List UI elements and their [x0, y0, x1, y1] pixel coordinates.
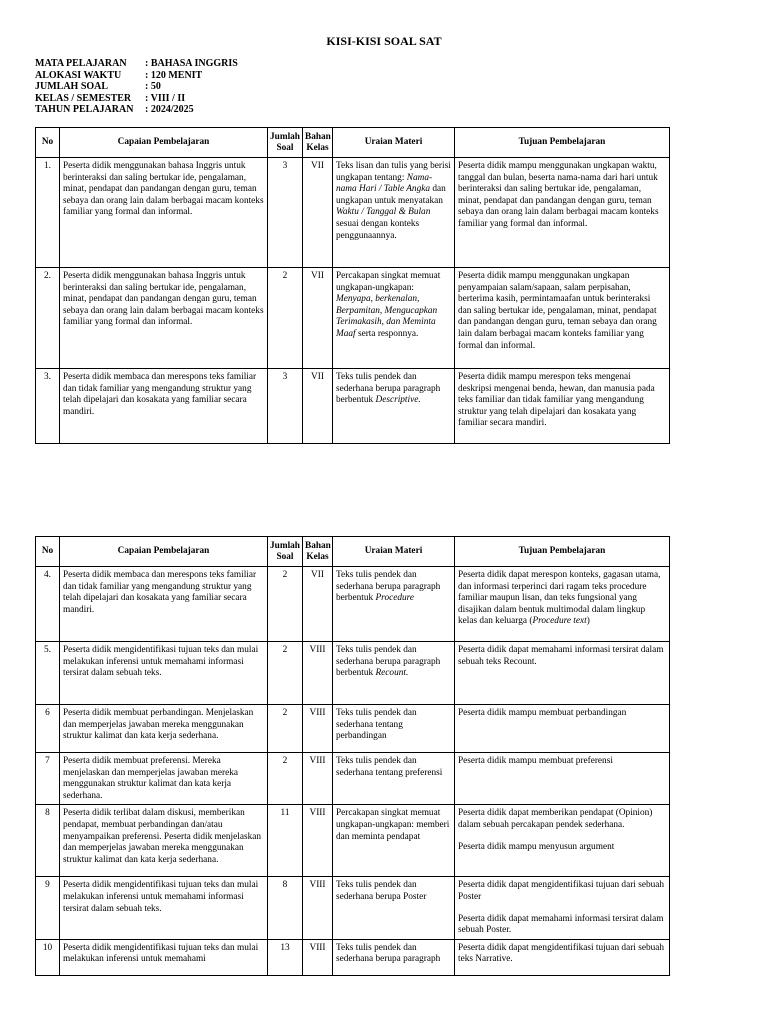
uraian-italic: Waktu / Tanggal & Bulan — [336, 207, 431, 218]
meta-row-count — [35, 81, 238, 93]
tujuan-text: Peserta didik dapat mengidentifikasi tujuan dari sebuah Poster — [458, 880, 665, 902]
cell-jumlah: 2 — [268, 753, 303, 805]
cell-kelas: VIII — [303, 753, 333, 805]
table-row — [36, 805, 670, 877]
uraian-text: serta responnya. — [355, 328, 419, 339]
meta-row-time — [35, 70, 238, 82]
cell-tujuan — [455, 877, 670, 939]
cell-uraian: Percakapan singkat memuat ungkapan-ungkapan: memberi dan meminta pendapat — [333, 805, 455, 877]
cell-uraian — [333, 567, 455, 642]
header-uraian: Uraian Materi — [333, 537, 455, 567]
cell-no: 6 — [36, 705, 60, 753]
cell-uraian: Teks tulis pendek dan sederhana berupa paragraph — [333, 939, 455, 975]
cell-tujuan: Peserta didik mampu merespon teks mengenai deskripsi mengenai benda, hewan, dan manusia pada teks familiar dan tidak familiar yang mengandung struktur yang telah dipelajari dan kosakata yang familiar secara mandiri. — [455, 369, 670, 444]
cell-capaian: Peserta didik menggunakan bahasa Inggris untuk berinteraksi dan saling bertukar ide, pengalaman, minat, pendapat dan pandangan dengan guru, teman sebaya dan orang lain dalam berbagai macam konteks familiar yang formal dan informal. — [60, 268, 268, 369]
meta-row-subject — [35, 58, 238, 70]
table-row — [36, 369, 670, 444]
header-jumlah-line1: Jumlah — [270, 131, 300, 142]
meta-value: : 50 — [145, 81, 161, 92]
header-bahan-line2: Kelas — [306, 551, 329, 562]
cell-capaian: Peserta didik membaca dan merespons teks familiar dan tidak familiar yang mengandung struktur yang telah dipelajari dan kosakata yang familiar secara mandiri. — [60, 369, 268, 444]
cell-uraian — [333, 642, 455, 705]
cell-capaian: Peserta didik membuat perbandingan. Menjelaskan dan memperjelas jawaban mereka menggunakan struktur kalimat dan kata kerja sederhana. — [60, 705, 268, 753]
grid-table-2 — [35, 536, 670, 976]
meta-value: : VIII / II — [145, 92, 186, 104]
cell-tujuan — [455, 805, 670, 877]
cell-tujuan: Peserta didik dapat mengidentifikasi tujuan dari sebuah teks Narrative. — [455, 939, 670, 975]
header-uraian: Uraian Materi — [333, 128, 455, 158]
cell-jumlah: 2 — [268, 268, 303, 369]
grid-table-1 — [35, 127, 670, 444]
cell-jumlah: 2 — [268, 567, 303, 642]
cell-capaian: Peserta didik mengidentifikasi tujuan teks dan mulai melakukan inferensi untuk memahami — [60, 939, 268, 975]
cell-kelas: VIII — [303, 642, 333, 705]
cell-tujuan: Peserta didik mampu membuat preferensi — [455, 753, 670, 805]
table-header-row — [36, 537, 670, 567]
cell-kelas: VIII — [303, 805, 333, 877]
cell-tujuan: Peserta didik mampu membuat perbandingan — [455, 705, 670, 753]
cell-jumlah: 3 — [268, 158, 303, 268]
table-row — [36, 567, 670, 642]
tujuan-text: Peserta didik dapat merespon konteks, gagasan utama, dan informasi terperinci dari ragam teks procedure familiar maupun lisan, dan teks fungsional yang disajikan dalam bentuk multimodal dalam lingkup kelas dan keluarga ( — [458, 570, 661, 627]
header-jumlah-line2: Soal — [276, 142, 294, 153]
cell-tujuan: Peserta didik dapat memahami informasi tersirat dalam sebuah teks Recount. — [455, 642, 670, 705]
header-bahan-line1: Bahan — [305, 131, 331, 142]
tujuan-text: Peserta didik dapat memberikan pendapat (Opinion) dalam sebuah percakapan pendek sederhana. — [458, 808, 653, 830]
cell-capaian: Peserta didik membaca dan merespons teks familiar dan tidak familiar yang mengandung struktur yang telah dipelajari dan kosakata yang familiar secara mandiri. — [60, 567, 268, 642]
cell-capaian: Peserta didik terlibat dalam diskusi, memberikan pendapat, membuat perbandingan dan/atau menyampaikan preferensi. Peserta didik menjelaskan dan memperjelas jawaban mereka menggunakan struktur kalimat dan kata kerja sederhana. — [60, 805, 268, 877]
table-row — [36, 268, 670, 369]
cell-jumlah: 3 — [268, 369, 303, 444]
table-row — [36, 705, 670, 753]
cell-tujuan: Peserta didik mampu menggunakan ungkapan waktu, tanggal dan bulan, beserta nama-nama dari hari untuk berinteraksi dan saling bertukar ide, pengalaman, minat, pendapat dan pandangan dengan guru, teman sebaya dan orang lain dalam berbagai macam konteks familiar yang formal dan informal. — [455, 158, 670, 268]
header-bahan — [303, 537, 333, 567]
cell-capaian: Peserta didik mengidentifikasi tujuan teks dan mulai melakukan inferensi untuk memahami informasi tersirat dalam sebuah teks. — [60, 877, 268, 939]
cell-kelas: VIII — [303, 705, 333, 753]
cell-jumlah: 11 — [268, 805, 303, 877]
tujuan-text: Peserta didik mampu menyusun argument — [458, 841, 615, 852]
header-no: No — [36, 128, 60, 158]
cell-no: 1. — [36, 158, 60, 268]
cell-capaian: Peserta didik membuat preferensi. Mereka menjelaskan dan memperjelas jawaban mereka menggunakan struktur kalimat dan kata kerja sederhana. — [60, 753, 268, 805]
table-row — [36, 939, 670, 975]
cell-jumlah: 2 — [268, 705, 303, 753]
page-title: KISI-KISI SOAL SAT — [326, 34, 442, 48]
uraian-text: sesuai dengan konteks penggunaannya. — [336, 218, 420, 241]
cell-no: 10 — [36, 939, 60, 975]
uraian-italic: Descriptive. — [375, 395, 421, 406]
cell-no: 8 — [36, 805, 60, 877]
header-tujuan: Tujuan Pembelajaran — [455, 128, 670, 158]
uraian-text: dan ungkapan untuk menyatakan — [336, 184, 446, 206]
header-bahan-line1: Bahan — [305, 540, 331, 551]
cell-uraian: Teks tulis pendek dan sederhana berupa Poster — [333, 877, 455, 939]
cell-no: 5. — [36, 642, 60, 705]
table-row — [36, 877, 670, 939]
cell-tujuan — [455, 567, 670, 642]
cell-uraian — [333, 158, 455, 268]
uraian-italic: Menyapa, berkenalan, Berpamitan, Mengucapkan Terimakasih, dan Meminta Maaf — [336, 294, 438, 339]
meta-row-class — [35, 93, 238, 105]
document-meta — [35, 58, 238, 116]
meta-key: JUMLAH SOAL — [35, 81, 109, 92]
meta-key: KELAS / SEMESTER — [35, 92, 132, 104]
uraian-italic: Recount. — [375, 668, 409, 679]
uraian-text: Teks tulis pendek dan sederhana berupa paragraph berbentuk — [336, 570, 441, 604]
uraian-text: Teks lisan dan tulis yang berisi ungkapan tentang: — [336, 161, 451, 183]
cell-no: 9 — [36, 877, 60, 939]
cell-kelas: VIII — [303, 877, 333, 939]
cell-capaian: Peserta didik mengidentifikasi tujuan teks dan mulai melakukan inferensi untuk memahami informasi tersirat dalam sebuah teks. — [60, 642, 268, 705]
cell-no: 7 — [36, 753, 60, 805]
cell-kelas: VII — [303, 567, 333, 642]
cell-kelas: VII — [303, 158, 333, 268]
uraian-italic: Nama-nama Hari / Table Angka — [336, 172, 433, 195]
meta-key: MATA PELAJARAN — [35, 58, 127, 69]
header-capaian: Capaian Pembelajaran — [60, 128, 268, 158]
header-tujuan: Tujuan Pembelajaran — [455, 537, 670, 567]
cell-capaian: Peserta didik menggunakan bahasa Inggris untuk berinteraksi dan saling bertukar ide, pengalaman, minat, pendapat dan pandangan dengan guru, teman sebaya dan orang lain dalam berbagai macam konteks familiar yang formal dan informal. — [60, 158, 268, 268]
meta-row-year — [35, 104, 238, 116]
header-bahan — [303, 128, 333, 158]
cell-uraian: Teks tulis pendek dan sederhana tentang preferensi — [333, 753, 455, 805]
cell-uraian — [333, 369, 455, 444]
uraian-italic: Procedure — [375, 593, 415, 604]
tujuan-text: ) — [586, 616, 590, 627]
header-no: No — [36, 537, 60, 567]
cell-uraian — [333, 268, 455, 369]
meta-key: ALOKASI WAKTU — [35, 69, 122, 81]
table-header-row — [36, 128, 670, 158]
tujuan-italic: Procedure text — [532, 616, 587, 627]
cell-jumlah: 2 — [268, 642, 303, 705]
header-jumlah — [268, 128, 303, 158]
header-capaian: Capaian Pembelajaran — [60, 537, 268, 567]
meta-value: : 2024/2025 — [145, 104, 194, 115]
header-bahan-line2: Kelas — [306, 142, 329, 153]
cell-kelas: VIII — [303, 939, 333, 975]
table-row — [36, 642, 670, 705]
uraian-text: Teks tulis pendek dan sederhana berupa paragraph berbentuk — [336, 372, 441, 406]
cell-jumlah: 8 — [268, 877, 303, 939]
header-jumlah-line2: Soal — [276, 551, 294, 562]
header-jumlah — [268, 537, 303, 567]
header-jumlah-line1: Jumlah — [270, 540, 300, 551]
cell-no: 3. — [36, 369, 60, 444]
cell-uraian: Teks tulis pendek dan sederhana tentang perbandingan — [333, 705, 455, 753]
table-row — [36, 158, 670, 268]
meta-value: : 120 MENIT — [145, 69, 203, 81]
cell-no: 4. — [36, 567, 60, 642]
uraian-text: Teks tulis pendek dan sederhana berupa paragraph berbentuk — [336, 645, 441, 679]
tujuan-text: Peserta didik dapat memahami informasi tersirat dalam sebuah Poster. — [458, 913, 664, 936]
table-row — [36, 753, 670, 805]
meta-value: : BAHASA INGGRIS — [145, 58, 238, 69]
cell-jumlah: 13 — [268, 939, 303, 975]
cell-tujuan: Peserta didik mampu menggunakan ungkapan penyampaian salam/sapaan, salam perpisahan, berterima kasih, permintamaafan untuk berinteraksi dan saling bertukar ide, pengalaman, minat, pendapat dan pandangan dengan guru, teman sebaya dan orang lain dalam berbagai macam konteks familiar yang formal dan informal. — [455, 268, 670, 369]
cell-kelas: VII — [303, 268, 333, 369]
uraian-text: Percakapan singkat memuat ungkapan-ungkapan: — [336, 271, 441, 293]
meta-key: TAHUN PELAJARAN — [35, 104, 134, 115]
cell-kelas: VII — [303, 369, 333, 444]
cell-no: 2. — [36, 268, 60, 369]
